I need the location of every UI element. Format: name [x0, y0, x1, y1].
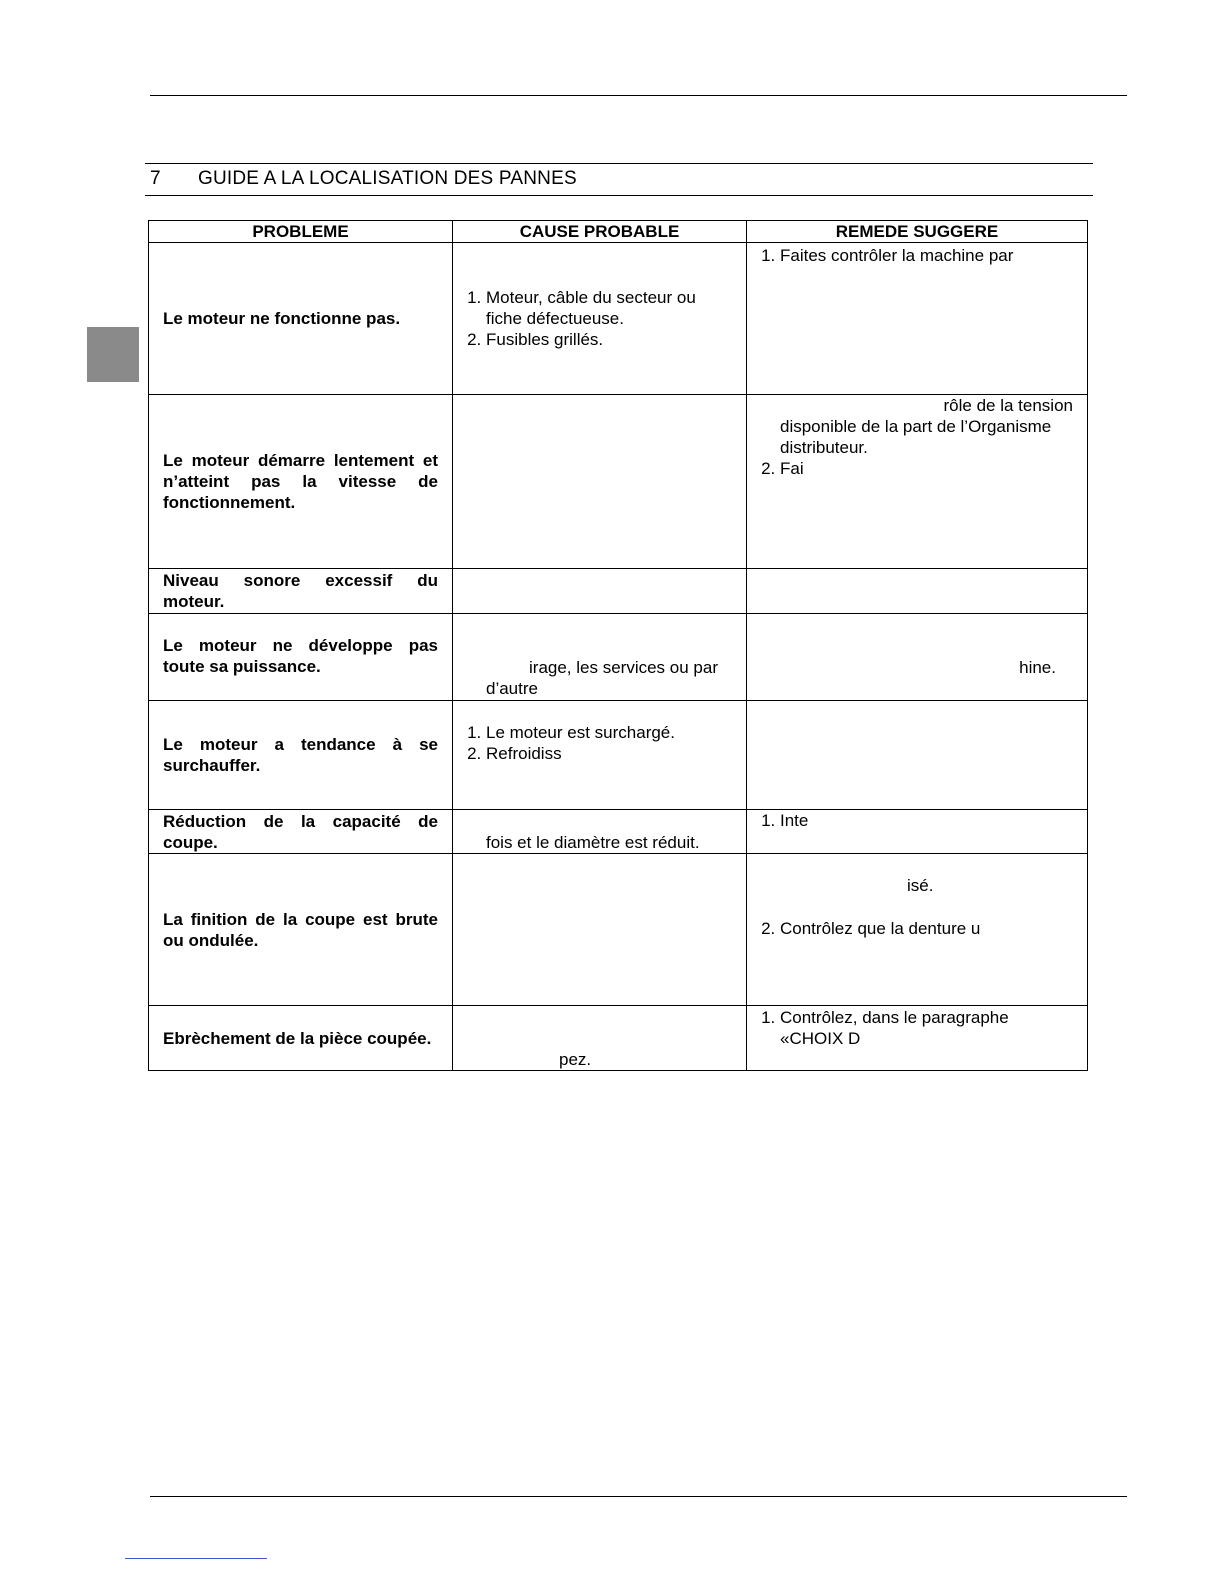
remedy-fragment: rôle de la tension	[943, 396, 1073, 415]
cause-line: fois et le diamètre est réduit.	[486, 833, 700, 852]
section-number: 7	[150, 168, 161, 189]
cause-item: 1. Le moteur est surchargé.	[486, 722, 732, 743]
remedy-cell	[747, 854, 1088, 1006]
cause-cell	[453, 810, 747, 854]
header-remedy: REMEDE SUGGERE	[747, 221, 1088, 243]
problem-cell: Le moteur démarre lentement et n’atteint pas la vitesse de fonctionnement.	[149, 395, 453, 569]
remedy-cell	[747, 395, 1088, 569]
remedy-item: 2. Contrôlez que la denture u	[780, 918, 1073, 939]
cause-line: pez.	[559, 1050, 592, 1069]
problem-cell: Niveau sonore excessif du moteur.	[149, 569, 453, 614]
cause-cell	[453, 569, 747, 614]
cause-cell	[453, 243, 747, 395]
remedy-item-continued: «CHOIX D	[780, 1029, 861, 1048]
problem-cell	[149, 614, 453, 701]
remedy-cell	[747, 569, 1088, 614]
table-header-row	[149, 221, 1088, 243]
section-title-text: GUIDE A LA LOCALISATION DES PANNES	[198, 168, 577, 189]
remedy-fragment: hine.	[1019, 657, 1056, 677]
table-row	[149, 395, 1088, 569]
table-row	[149, 810, 1088, 854]
cause-item: 2. Refroidiss	[486, 743, 732, 764]
remedy-fragment: isé.	[907, 876, 934, 895]
problem-cell: Le moteur ne fonctionne pas.	[149, 243, 453, 395]
remedy-item	[780, 1007, 1073, 1049]
problem-text: Le moteur ne développe pas toute sa puissance.	[163, 636, 438, 676]
section-title	[150, 168, 577, 190]
header-cause: CAUSE PROBABLE	[453, 221, 747, 243]
table-row	[149, 614, 1088, 701]
remedy-cell	[747, 614, 1088, 701]
cause-line: irage, les services ou par	[529, 658, 718, 677]
cause-cell	[453, 1006, 747, 1071]
remedy-cell	[747, 701, 1088, 810]
remedy-item: 1. Faites contrôler la machine par	[780, 245, 1073, 266]
remedy-item: 1. Inte	[780, 810, 1073, 831]
remedy-item: 2. Fai	[780, 458, 1073, 479]
table-row	[149, 243, 1088, 395]
table-row	[149, 701, 1088, 810]
cause-item: 1. Moteur, câble du secteur ou fiche défectueuse.	[486, 287, 732, 329]
cause-line: d’autre	[486, 679, 538, 698]
problem-cell: Réduction de la capacité de coupe.	[149, 810, 453, 854]
header-rule	[150, 95, 1127, 96]
remedy-cell	[747, 243, 1088, 395]
remedy-line: disponible de la part de l’Organisme	[780, 417, 1052, 436]
problem-cell: Ebrèchement de la pièce coupée.	[149, 1006, 453, 1071]
problem-cell: La finition de la coupe est brute ou ondulée.	[149, 854, 453, 1006]
footer-link-underline	[125, 1558, 267, 1559]
cause-cell	[453, 854, 747, 1006]
footer-rule	[150, 1496, 1127, 1497]
cause-cell	[453, 395, 747, 569]
remedy-cell	[747, 1006, 1088, 1071]
title-rule-bottom	[145, 195, 1093, 196]
table-row	[149, 854, 1088, 1006]
cause-cell	[453, 701, 747, 810]
cause-item: 2. Fusibles grillés.	[486, 329, 732, 350]
title-rule-top	[145, 163, 1093, 164]
header-problem: PROBLEME	[149, 221, 453, 243]
problem-cell: Le moteur a tendance à se surchauffer.	[149, 701, 453, 810]
remedy-line: distributeur.	[780, 438, 868, 457]
troubleshooting-table	[148, 220, 1088, 1071]
remedy-item-text: Contrôlez, dans le paragraphe	[780, 1008, 1009, 1027]
table-row	[149, 569, 1088, 614]
cause-cell	[453, 614, 747, 701]
remedy-cell	[747, 810, 1088, 854]
table-row	[149, 1006, 1088, 1071]
chapter-tab-marker	[87, 327, 139, 382]
